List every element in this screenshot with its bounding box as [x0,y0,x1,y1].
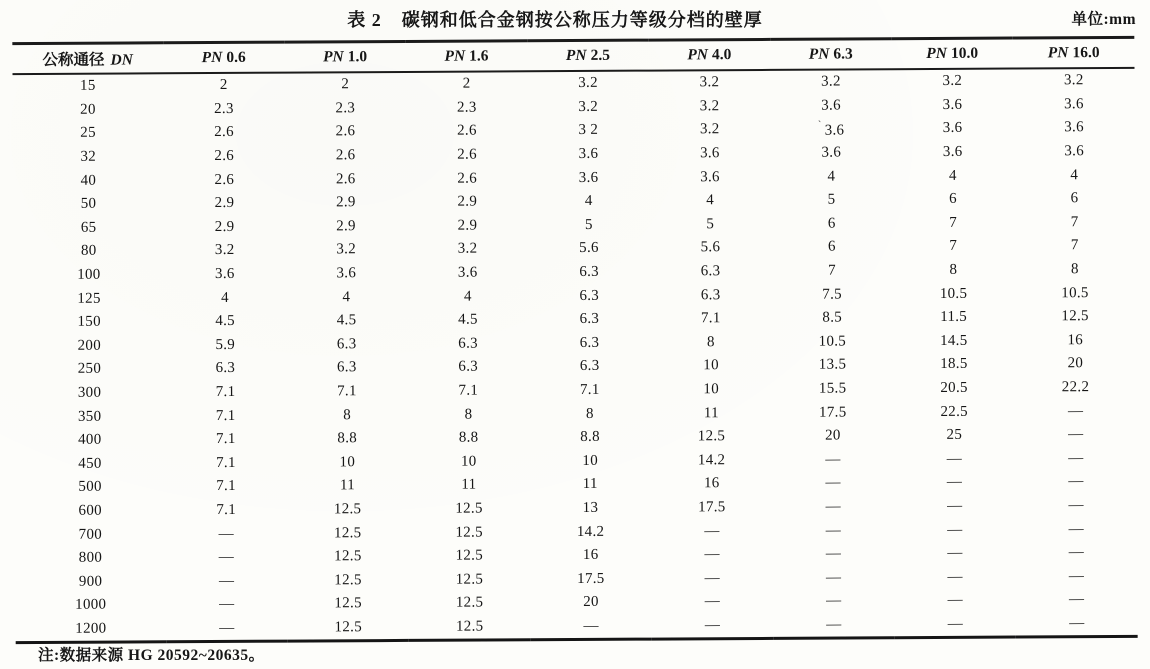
value-cell: 7.1 [700,310,721,327]
column-header-pn-1_0 [284,41,406,72]
value-cell: — [704,593,721,610]
value-cell: 5 [827,191,836,208]
value-cell: 6.3 [215,360,236,377]
value-cell: 3.6 [457,264,478,281]
value-cell: — [947,521,963,538]
pn-value: 6.3 [833,45,853,63]
value-cell: 4 [1070,166,1079,183]
value-cell: 3.6 [1064,96,1084,113]
value-cell: 13 [582,499,599,516]
value-cell: 2 [341,76,350,93]
value-cell: — [704,617,721,634]
value-cell: 8 [1070,261,1079,278]
value-cell: 2.9 [457,217,478,234]
value-cell: 6.3 [579,358,600,375]
value-cell: 10 [460,453,477,470]
value-cell: — [704,569,720,587]
value-cell: 17.5 [698,499,726,516]
value-cell: 12.5 [333,524,362,541]
value-cell: — [1068,567,1085,585]
value-cell: 25 [946,427,963,444]
value-cell: 11.5 [940,309,968,326]
table-number: 表 2 [347,10,382,30]
value-cell: — [946,474,963,491]
value-cell: 10 [703,381,720,398]
value-cell: 6.3 [458,358,479,376]
value-cell: 3 2 [578,122,599,139]
dn-cell: 25 [80,125,96,142]
dn-cell: 15 [79,77,96,95]
value-cell: 7.1 [458,382,479,399]
value-cell: — [825,522,842,539]
column-header-dn [12,43,163,74]
value-cell: 22.2 [1061,379,1090,396]
value-cell: — [947,592,963,609]
dn-header-cjk: 公称通径 [42,51,105,69]
value-cell: 14.2 [697,451,726,469]
value-cell: 20 [825,427,841,444]
value-cell: 18.5 [940,356,968,373]
value-cell: 2.9 [336,194,356,211]
pn-value: 16.0 [1072,44,1100,62]
value-cell: 8.5 [822,309,843,326]
value-cell: 7.1 [215,383,236,401]
value-cell: 12.5 [333,501,362,518]
dn-cell: 600 [78,502,102,519]
column-header-pn-16_0 [1013,37,1135,68]
value-cell: 4 [221,289,229,306]
value-cell: 5.6 [579,240,599,257]
value-cell: 5 [706,216,715,233]
value-cell: 7.1 [215,407,236,424]
value-cell: 8.8 [458,429,479,446]
value-cell: — [947,545,963,562]
table-title: 碳钢和低合金钢按公称压力等级分档的壁厚 [401,10,763,30]
pn-symbol: PN [444,47,466,65]
pn-symbol: PN [201,48,223,67]
value-cell: 7 [1070,237,1079,254]
value-cell: 8 [949,261,958,278]
value-cell: 4 [463,288,472,305]
value-cell: 11 [461,476,477,494]
value-cell: 3.2 [699,121,720,138]
dn-cell: 400 [78,431,102,448]
value-cell: 2.6 [457,146,477,163]
value-cell: 3.2 [942,73,963,90]
value-cell: 2.3 [335,100,356,117]
value-cell: 11 [703,404,719,421]
value-cell: — [583,617,599,634]
value-cell: 2.6 [335,123,356,140]
value-cell: 12.5 [334,595,362,612]
value-cell: 3.6 [578,169,599,186]
value-cell: 2.6 [214,171,235,188]
dn-cell: 900 [78,573,103,590]
value-cell: 2.6 [335,170,356,188]
value-cell: 12.5 [455,594,484,612]
value-cell: — [1067,402,1084,419]
value-cell: 15.5 [818,380,847,397]
value-cell: 20.5 [940,379,968,396]
value-cell: — [1068,591,1085,608]
value-cell: 4 [342,288,351,305]
value-cell: 2.9 [214,218,235,235]
value-cell: 2 [462,75,471,92]
value-cell: 7.1 [579,381,600,398]
value-cell: 2.6 [335,147,356,164]
value-cell: 3.6 [1064,119,1084,136]
value-cell: 13.5 [818,356,847,374]
value-cell: — [1068,520,1084,537]
value-cell: — [704,546,720,563]
value-cell: 3.6 [821,144,842,161]
dn-cell: 32 [80,148,97,165]
value-cell: — [947,568,963,585]
value-cell: 14.5 [940,332,968,349]
value-cell: 6 [827,215,836,232]
value-cell: 14.2 [576,523,605,540]
value-cell: 3.6 [942,96,963,113]
value-cell: 4 [584,193,593,210]
pn-value: 1.6 [469,47,489,65]
value-cell: 6.3 [579,287,600,304]
value-cell: 4 [827,168,836,185]
value-cell: 4.5 [215,313,235,330]
value-cell: 6.3 [579,263,599,281]
value-cell: 6.3 [579,334,600,351]
dn-cell: 350 [77,408,102,425]
value-cell: 3.2 [214,242,235,259]
value-cell: 2.9 [336,218,356,235]
value-cell: 17.5 [818,404,847,421]
value-cell: — [826,616,842,633]
value-cell: 3.6 [1064,143,1085,160]
value-cell: 2.6 [457,170,478,187]
value-cell: — [946,450,963,467]
value-cell: 7.1 [216,501,237,518]
value-cell: 12.5 [455,524,483,541]
caption-row [0,6,1150,36]
value-cell: 8 [585,405,594,422]
dn-cell: 50 [80,195,97,213]
thickness-table [12,36,1137,645]
value-cell: — [825,545,842,562]
value-cell: 3.2 [821,73,841,90]
table-body [13,68,1138,643]
value-cell: 6 [1070,190,1079,207]
table-caption [0,6,1110,32]
value-cell: — [825,451,841,468]
value-cell: 12.5 [334,619,363,636]
value-cell: 12.5 [455,500,483,517]
value-cell: — [1068,449,1084,467]
value-cell: 3.2 [336,241,357,258]
value-cell: — [219,619,235,636]
dn-cell: 450 [78,455,102,472]
value-cell: 2.9 [214,195,235,212]
value-cell: — [1069,615,1085,632]
value-cell: 3.6 [942,120,963,137]
value-cell: 3.2 [578,98,599,115]
dn-cell: 80 [80,243,97,260]
value-cell: 7 [828,262,836,279]
value-cell: — [825,569,842,586]
value-cell: 3.6 [578,145,599,163]
pn-symbol: PN [808,45,830,63]
value-cell: 12.5 [334,571,362,589]
value-cell: 7.1 [216,454,236,471]
footnote: 注:数据来源 HG 20592~20635。 [38,647,265,664]
dn-cell: 65 [80,219,97,236]
value-cell: 8.8 [580,429,600,446]
pn-symbol: PN [926,44,947,63]
dn-cell: 40 [80,172,97,189]
value-cell: 3.6 [700,145,720,162]
value-cell: 11 [339,477,356,494]
value-cell: — [218,572,235,589]
value-cell: 20 [583,594,599,611]
column-header-pn-6_3 [770,39,892,70]
pn-value: 2.5 [590,46,610,64]
value-cell: — [1068,544,1085,561]
column-header-pn-0_6 [163,42,285,73]
value-cell: 12.5 [455,618,484,635]
scan-artifact-mark: ` [817,119,822,131]
value-cell: 7 [1070,214,1079,231]
value-cell: — [219,596,235,613]
dn-cell: 250 [77,361,102,378]
value-cell: 20 [1067,355,1084,372]
dn-cell: 200 [77,337,102,354]
value-cell: 3.2 [1063,72,1084,89]
value-cell: 6.3 [700,286,721,303]
value-cell: 5.9 [215,336,236,353]
value-cell: — [946,497,963,514]
dn-cell: 500 [78,479,102,496]
value-cell: 12.5 [455,571,484,588]
value-cell: 7.1 [337,383,357,400]
value-cell: — [947,615,964,632]
value-cell: 8 [343,406,352,423]
value-cell: 10 [582,452,599,469]
value-cell: 6 [827,238,836,256]
value-cell: — [704,522,720,539]
pn-value: 0.6 [226,48,246,66]
value-cell: 6.3 [700,263,721,280]
value-cell: 10.5 [818,333,847,350]
value-cell: 2.6 [214,147,235,165]
value-cell: — [218,525,235,542]
unit-label: 单位:mm [1071,11,1136,28]
value-cell: 3.6 [821,97,841,114]
value-cell: 6.3 [458,335,478,352]
table-wrap [12,36,1137,645]
value-cell: 3.2 [699,98,720,115]
value-cell: 7.1 [215,431,236,448]
dn-cell: 300 [77,384,102,401]
value-cell: 5.6 [700,239,721,256]
column-header-pn-4_0 [649,39,771,70]
dn-cell: 100 [77,266,101,283]
value-cell: 3.2 [457,240,478,258]
value-cell: 2.3 [214,100,234,117]
value-cell: 4 [706,192,715,209]
value-cell: — [1068,497,1084,514]
value-cell: 7.1 [216,478,236,495]
pn-value: 10.0 [950,44,979,62]
value-cell: 7 [949,214,958,231]
value-cell: 4.5 [458,311,478,328]
value-cell: — [825,474,841,491]
value-cell: 6.3 [579,311,600,328]
value-cell: 8 [464,406,473,423]
dn-cell: 700 [78,526,103,543]
value-cell: 7.5 [822,286,842,303]
value-cell: 6.3 [336,359,357,376]
value-cell: ` 3.6 [817,119,845,139]
value-cell: 2.6 [457,123,477,140]
value-cell: 3.6 [700,168,720,185]
pn-symbol: PN [1047,44,1069,62]
value-cell: 12.5 [697,428,726,445]
value-cell: 12.5 [1061,308,1089,325]
value-cell: 16 [1067,331,1084,349]
value-cell: 8.8 [337,430,358,447]
dn-cell: 150 [77,313,101,331]
value-cell: 16 [582,547,599,564]
value-cell: 22.5 [940,403,968,420]
value-cell: 6.3 [336,336,357,353]
value-cell: — [1068,473,1084,490]
value-cell: 4 [948,167,957,184]
dn-cell: 20 [80,101,96,118]
value-cell: 6 [949,191,957,208]
pn-value: 1.0 [347,48,368,66]
value-cell: — [826,592,842,609]
pn-symbol: PN [687,46,709,64]
value-cell: 2.6 [214,124,234,141]
column-header-pn-1_6 [406,41,528,72]
value-cell: 10.5 [939,285,968,302]
table-row [16,612,1138,643]
value-cell: 10 [339,454,356,471]
value-cell: 2 [219,77,228,94]
value-cell: 5 [584,216,593,233]
value-cell: 12.5 [334,548,362,565]
pn-symbol: PN [323,48,344,66]
value-cell: 10 [703,357,719,374]
value-cell: 12.5 [455,547,484,564]
dn-cell: 1200 [75,620,107,637]
value-cell: 2.3 [456,99,477,116]
value-cell: — [218,549,235,566]
value-cell: 8 [706,334,715,351]
value-cell: 3.6 [942,143,963,161]
pn-value: 4.0 [711,46,732,64]
value-cell: 3.6 [336,265,357,282]
value-cell: 17.5 [577,570,605,587]
value-cell: 2.9 [457,193,478,210]
dn-cell: 800 [78,549,103,566]
value-cell: 3.2 [578,75,598,92]
column-header-pn-2_5 [527,40,649,71]
dn-header-latin: DN [110,51,133,69]
dn-cell: 1000 [75,596,107,614]
value-cell: — [1068,426,1084,443]
value-cell: 11 [582,476,598,493]
value-cell: 16 [703,475,720,492]
value-cell: 4.5 [336,312,357,329]
value-cell: 3.6 [214,265,235,283]
column-header-pn-10_0 [891,38,1013,69]
value-cell: — [825,498,841,515]
dn-cell: 125 [77,290,101,307]
pn-symbol: PN [565,46,587,65]
value-cell: 3.2 [699,74,720,91]
value-cell: 10.5 [1061,284,1089,301]
value-cell: 7 [949,238,958,255]
